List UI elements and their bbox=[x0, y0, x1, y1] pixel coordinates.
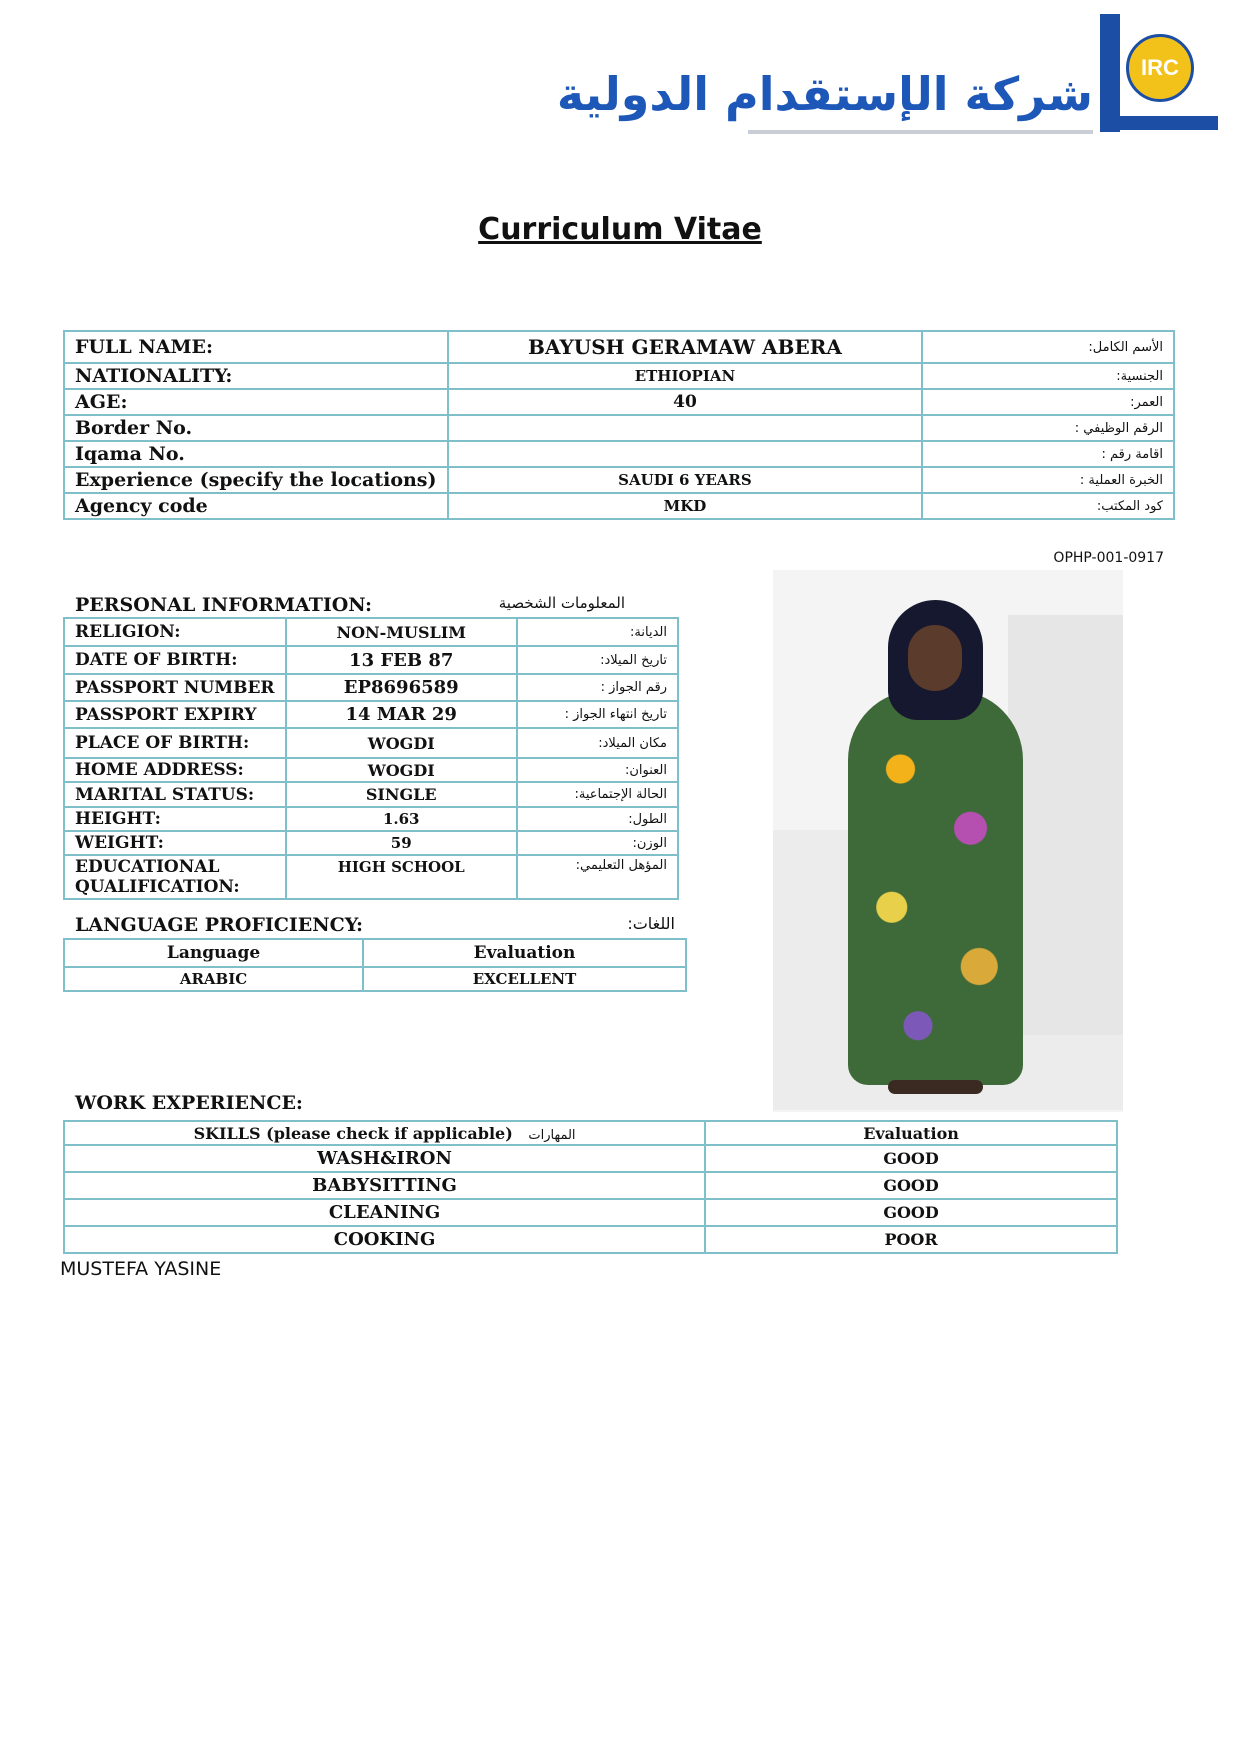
skill-evaluation: GOOD bbox=[705, 1172, 1117, 1199]
logo-foot bbox=[1100, 116, 1218, 130]
personal-info-arabic-label: المؤهل التعليمي: bbox=[517, 855, 678, 899]
signature-name: MUSTEFA YASINE bbox=[60, 1258, 222, 1280]
language-col-header: Language bbox=[64, 939, 363, 967]
main-info-label: Agency code bbox=[64, 493, 448, 519]
personal-info-value: NON-MUSLIM bbox=[286, 618, 517, 646]
logo-underline bbox=[748, 130, 1093, 134]
personal-info-row bbox=[64, 646, 678, 674]
personal-info-value: HIGH SCHOOL bbox=[286, 855, 517, 899]
personal-info-row bbox=[64, 782, 678, 807]
skill-name: BABYSITTING bbox=[64, 1172, 705, 1199]
main-info-row bbox=[64, 493, 1174, 519]
main-info-row bbox=[64, 441, 1174, 467]
personal-info-label: EDUCATIONAL QUALIFICATION: bbox=[64, 855, 286, 899]
skill-name: CLEANING bbox=[64, 1199, 705, 1226]
personal-info-label: HEIGHT: bbox=[64, 807, 286, 831]
skill-row bbox=[64, 1199, 1117, 1226]
main-info-label: FULL NAME: bbox=[64, 331, 448, 363]
personal-info-value: 13 FEB 87 bbox=[286, 646, 517, 674]
main-info-label: NATIONALITY: bbox=[64, 363, 448, 389]
personal-info-row bbox=[64, 807, 678, 831]
personal-info-value: 59 bbox=[286, 831, 517, 855]
evaluation-col-header: Evaluation bbox=[363, 939, 686, 967]
language-name: ARABIC bbox=[64, 967, 363, 991]
personal-info-row bbox=[64, 701, 678, 728]
photo-feet bbox=[888, 1080, 983, 1094]
personal-info-row bbox=[64, 855, 678, 899]
personal-info-arabic-label: الديانة: bbox=[517, 618, 678, 646]
personal-info-arabic-label: تاريخ الميلاد: bbox=[517, 646, 678, 674]
personal-info-row bbox=[64, 728, 678, 758]
personal-info-arabic-label: الوزن: bbox=[517, 831, 678, 855]
personal-info-value: WOGDI bbox=[286, 758, 517, 782]
personal-info-row bbox=[64, 831, 678, 855]
main-info-row bbox=[64, 389, 1174, 415]
skill-name: COOKING bbox=[64, 1226, 705, 1253]
personal-info-table bbox=[63, 617, 679, 900]
logo-bar bbox=[1100, 14, 1120, 132]
personal-info-value: 14 MAR 29 bbox=[286, 701, 517, 728]
language-heading: LANGUAGE PROFICIENCY: bbox=[75, 914, 363, 936]
personal-info-value: 1.63 bbox=[286, 807, 517, 831]
personal-info-label: PLACE OF BIRTH: bbox=[64, 728, 286, 758]
personal-info-heading-arabic: المعلومات الشخصية bbox=[498, 594, 625, 612]
main-info-arabic-label: الأسم الكامل: bbox=[922, 331, 1174, 363]
personal-info-row bbox=[64, 674, 678, 701]
skills-table bbox=[63, 1120, 1118, 1254]
skill-row bbox=[64, 1226, 1117, 1253]
main-info-table bbox=[63, 330, 1175, 520]
main-info-value: BAYUSH GERAMAW ABERA bbox=[448, 331, 923, 363]
language-table bbox=[63, 938, 687, 992]
personal-info-arabic-label: رقم الجواز : bbox=[517, 674, 678, 701]
photo-face bbox=[908, 625, 962, 691]
main-info-arabic-label: الجنسية: bbox=[922, 363, 1174, 389]
personal-info-value: SINGLE bbox=[286, 782, 517, 807]
main-info-arabic-label: العمر: bbox=[922, 389, 1174, 415]
skill-evaluation: GOOD bbox=[705, 1145, 1117, 1172]
main-info-value: ETHIOPIAN bbox=[448, 363, 923, 389]
personal-info-arabic-label: العنوان: bbox=[517, 758, 678, 782]
logo-badge: IRC bbox=[1126, 34, 1194, 102]
personal-info-arabic-label: الطول: bbox=[517, 807, 678, 831]
skill-evaluation: POOR bbox=[705, 1226, 1117, 1253]
main-info-arabic-label: الخبرة العملية : bbox=[922, 467, 1174, 493]
personal-info-value: EP8696589 bbox=[286, 674, 517, 701]
skills-evaluation-col-header: Evaluation bbox=[705, 1121, 1117, 1145]
personal-info-label: PASSPORT EXPIRY bbox=[64, 701, 286, 728]
personal-info-value: WOGDI bbox=[286, 728, 517, 758]
skill-row bbox=[64, 1145, 1117, 1172]
personal-info-label: HOME ADDRESS: bbox=[64, 758, 286, 782]
skill-row bbox=[64, 1172, 1117, 1199]
main-info-label: Experience (specify the locations) bbox=[64, 467, 448, 493]
company-logo bbox=[556, 12, 1218, 137]
reference-code: OPHP-001-0917 bbox=[1053, 550, 1164, 566]
main-info-label: AGE: bbox=[64, 389, 448, 415]
main-info-value bbox=[448, 415, 923, 441]
main-info-row bbox=[64, 363, 1174, 389]
skill-name: WASH&IRON bbox=[64, 1145, 705, 1172]
personal-info-arabic-label: مكان الميلاد: bbox=[517, 728, 678, 758]
main-info-arabic-label: اقامة رقم : bbox=[922, 441, 1174, 467]
personal-info-label: WEIGHT: bbox=[64, 831, 286, 855]
personal-info-arabic-label: تاريخ انتهاء الجواز : bbox=[517, 701, 678, 728]
personal-info-label: PASSPORT NUMBER bbox=[64, 674, 286, 701]
main-info-row bbox=[64, 415, 1174, 441]
photo-background-panel bbox=[1008, 615, 1123, 1035]
personal-info-row bbox=[64, 618, 678, 646]
document-title: Curriculum Vitae bbox=[478, 212, 762, 247]
main-info-arabic-label: كود المكتب: bbox=[922, 493, 1174, 519]
personal-info-label: DATE OF BIRTH: bbox=[64, 646, 286, 674]
main-info-label: Border No. bbox=[64, 415, 448, 441]
language-evaluation: EXCELLENT bbox=[363, 967, 686, 991]
personal-info-label: RELIGION: bbox=[64, 618, 286, 646]
main-info-row bbox=[64, 331, 1174, 363]
skills-col-header bbox=[64, 1121, 705, 1145]
personal-info-arabic-label: الحالة الإجتماعية: bbox=[517, 782, 678, 807]
work-experience-heading: WORK EXPERIENCE: bbox=[75, 1092, 303, 1114]
skills-col-header-arabic: المهارات bbox=[528, 1127, 576, 1143]
language-heading-arabic: اللغات: bbox=[627, 914, 675, 933]
main-info-arabic-label: الرقم الوظيفي : bbox=[922, 415, 1174, 441]
applicant-photo bbox=[773, 570, 1123, 1112]
language-row bbox=[64, 967, 686, 991]
photo-dress bbox=[848, 690, 1023, 1085]
personal-info-label: MARITAL STATUS: bbox=[64, 782, 286, 807]
main-info-label: Iqama No. bbox=[64, 441, 448, 467]
personal-info-heading: PERSONAL INFORMATION: bbox=[75, 594, 373, 616]
main-info-value: 40 bbox=[448, 389, 923, 415]
skill-evaluation: GOOD bbox=[705, 1199, 1117, 1226]
skills-col-header-label: SKILLS (please check if applicable) bbox=[193, 1123, 513, 1143]
company-logo-arabic-text: شركة الإستقدام الدولية bbox=[556, 67, 1093, 121]
main-info-value: SAUDI 6 YEARS bbox=[448, 467, 923, 493]
main-info-row bbox=[64, 467, 1174, 493]
personal-info-row bbox=[64, 758, 678, 782]
main-info-value bbox=[448, 441, 923, 467]
main-info-value: MKD bbox=[448, 493, 923, 519]
